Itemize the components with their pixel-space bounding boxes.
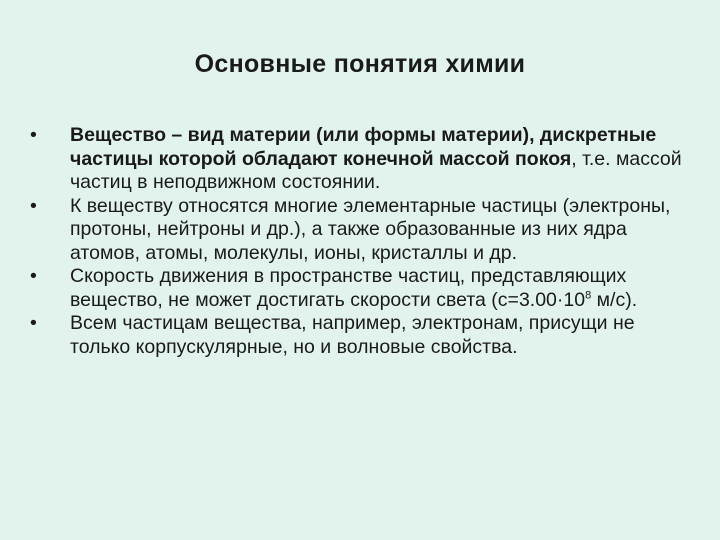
bullet-marker: • xyxy=(30,194,37,217)
definition-bold-text: Вещество – вид материи (или формы материи), дискретные частицы которой обладают конечной массой покоя xyxy=(70,124,657,170)
bullet-text-end: м/с). xyxy=(591,288,638,311)
bullet-text: Скорость движения в пространстве частиц, представляющих вещество, не может достигать скорости света (с=3.00·10 xyxy=(70,265,627,311)
bullet-list xyxy=(30,124,690,359)
slide-title: Основные понятия химии xyxy=(194,50,526,78)
exponent: 8 xyxy=(585,289,592,301)
definition-text: , т.е. массой частиц в неподвижном состоянии. xyxy=(70,147,682,193)
bullet-item-3 xyxy=(30,265,690,312)
bullet-marker: • xyxy=(30,265,37,287)
bullet-item-4 xyxy=(30,312,690,359)
bullet-text: Всем частицам вещества, например, электронам, присущи не только корпускулярные, но и волновые свойства. xyxy=(70,312,635,358)
bullet-marker: • xyxy=(30,124,37,146)
bullet-item-2 xyxy=(30,195,690,266)
bullet-marker: • xyxy=(30,312,37,334)
bullet-text: К веществу относятся многие элементарные частицы (электроны, протоны, нейтроны и др.), а также образованные из них ядра атомов, атомы, молекулы, ионы, кристаллы и др. xyxy=(70,194,671,264)
bullet-item-1 xyxy=(30,124,690,195)
